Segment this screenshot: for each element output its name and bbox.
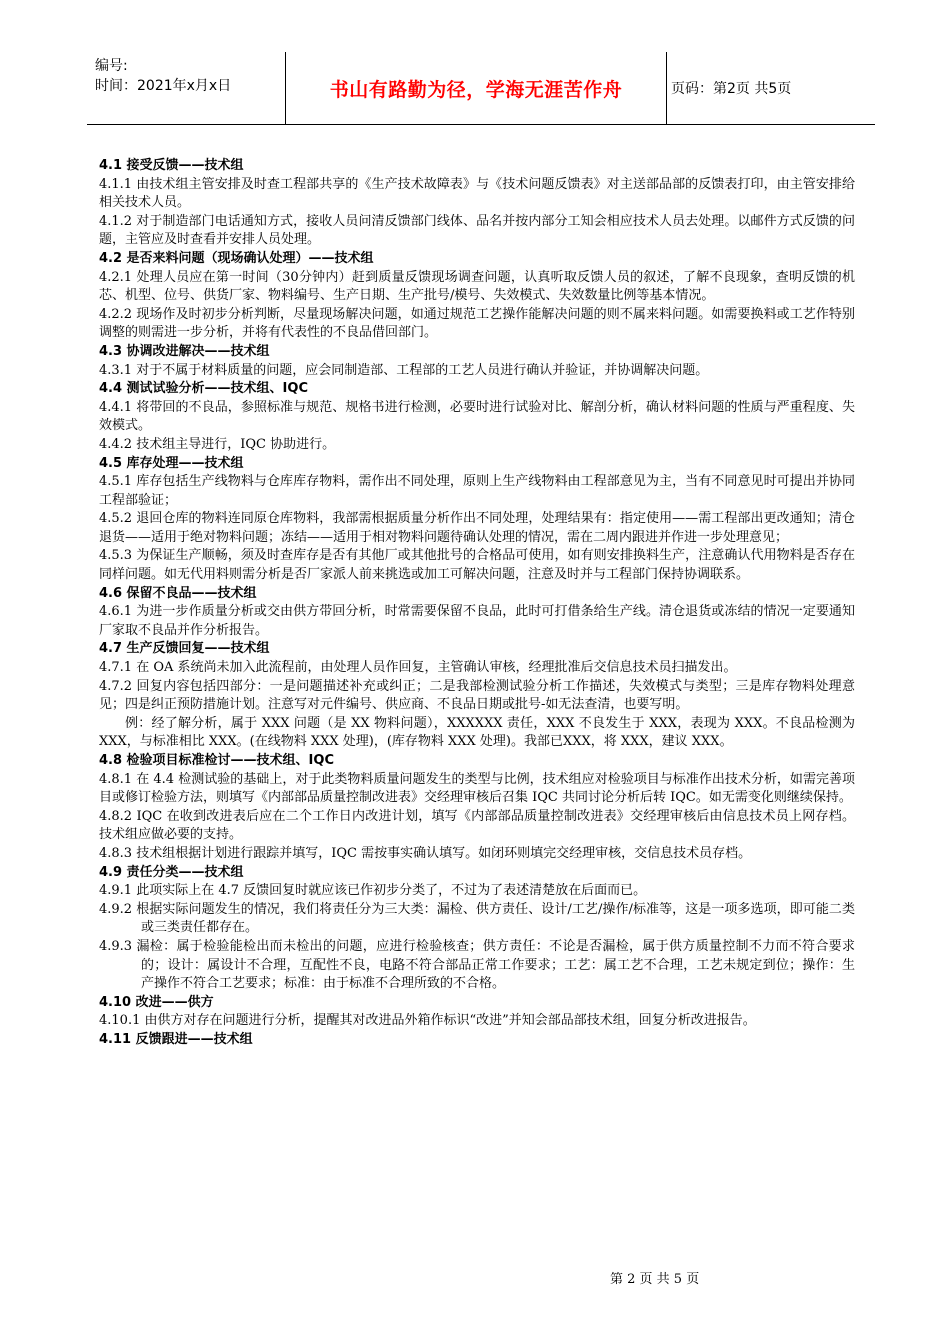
paragraph: 4.4.1 将带回的不良品，参照标准与规范、规格书进行检测，必要时进行试验对比、解剖分析，确认材料问题的性质与严重程度、失效模式。 — [99, 399, 855, 434]
section-heading: 4.6 保留不良品——技术组 — [99, 585, 257, 601]
paragraph: 4.1.2 对于制造部门电话通知方式，接收人员问清反馈部门线体、品名并按内部分工知会相应技术人员去处理。以邮件方式反馈的问题，主管应及时查看并安排人员处理。 — [99, 213, 855, 248]
section-heading: 4.7 生产反馈回复——技术组 — [99, 641, 270, 657]
paragraph: 4.9.3 漏检：属于检验能检出而未检出的问题，应进行检验核查；供方责任：不论是否漏检，属于供方质量控制不力而不符合要求的；设计：属设计不合理，互配性不良，电路不符合部品正常工作要求；工艺：属工艺不合理，工艺未规定到位；操作：生产操作不符合工艺要求；标准：由于标准不合理所致的不合格。 — [99, 938, 855, 992]
section-heading: 4.8 检验项目标准检讨——技术组、IQC — [99, 753, 334, 768]
section-heading: 4.3 协调改进解决——技术组 — [99, 343, 270, 359]
paragraph: 4.8.3 技术组根据计划进行跟踪并填写，IQC 需按事实确认填写。如闭环则填完交经理审核，交信息技术员存档。 — [99, 845, 752, 861]
paragraph: 4.8.2 IQC 在收到改进表后应在二个工作日内改进计划，填写《内部部品质量控制改进表》交经理审核后由信息技术员上网存档。技术组应做必要的支持。 — [99, 808, 855, 843]
section-heading: 4.2 是否来料问题（现场确认处理）——技术组 — [99, 250, 374, 266]
paragraph: 4.5.3 为保证生产顺畅，须及时查库存是否有其他厂或其他批号的合格品可使用，如有则安排换料生产，注意确认代用物料是否存在同样问题。如无代用料则需分析是否厂家派人前来挑选或加工可解决问题，注意及时并与工程部门保持协调联系。 — [99, 548, 855, 583]
section-heading: 4.4 测试试验分析——技术组、IQC — [99, 381, 308, 397]
section-heading: 4.1 接受反馈——技术组 — [99, 158, 244, 173]
header-motto-cell — [285, 52, 667, 124]
paragraph: 4.9.2 根据实际问题发生的情况，我们将责任分为三大类：漏检、供方责任、设计/工艺/操作/标准等，这是一项多选项，即可能二类或三类责任都存在。 — [99, 901, 855, 936]
document-body — [99, 157, 855, 1050]
time-label: 时间：2021年x月x日 — [95, 78, 232, 94]
paragraph: 4.2.1 处理人员应在第一时间（30分钟内）赶到质量反馈现场调查问题，认真听取反馈人员的叙述，了解不良现象，查明反馈的机芯、机型、位号、供货厂家、物料编号、生产日期、生产批号/模号、失效模式、失效数量比例等基本情况。 — [99, 269, 855, 304]
section-heading: 4.9 责任分类——技术组 — [99, 864, 244, 880]
header-page-cell — [671, 52, 791, 124]
motto: 书山有路勤为径，学海无涯苦作舟 — [329, 78, 623, 101]
page-header — [87, 52, 875, 125]
paragraph: 4.7.2 回复内容包括四部分：一是问题描述补充或纠正；二是我部检测试验分析工作描述，失效模式与类型；三是库存物料处理意见；四是纠正预防措施计划。注意写对元件编号、供应商、不良品日期或批号-如无法查清，也要写明。 — [99, 678, 855, 713]
paragraph: 4.5.1 库存包括生产线物料与仓库库存物料，需作出不同处理，原则上生产线物料由工程部意见为主，当有不同意见时可提出并协同工程部验证； — [99, 474, 855, 508]
paragraph: 4.3.1 对于不属于材料质量的问题，应会同制造部、工程部的工艺人员进行确认并验证，并协调解决问题。 — [99, 362, 709, 378]
section-heading: 4.5 库存处理——技术组 — [99, 455, 244, 471]
paragraph: 4.8.1 在 4.4 检测试验的基础上，对于此类物料质量问题发生的类型与比例，技术组应对检验项目与标准作出技术分析，如需完善项目或修订检验方法，则填写《内部部品质量控制改进表》交经理审核后召集 IQC 共同讨论分析后转 IQC。如无需变化则继续保持。 — [99, 771, 855, 806]
example-paragraph: 例：经了解分析，属于 XXX 问题（是 XX 物料问题），XXXXXX 责任，XXX 不良发生于 XXX，表现为 XXX。不良品检测为 XXX，与标准相比 XXX。(在线物料 XXX 处理)，(库存物料 XXX 处理)。我部已XXX，将 XXX，建议 XXX。 — [99, 715, 855, 750]
page-info: 页码：第2页 共5页 — [671, 81, 792, 97]
number-label: 编号: — [95, 58, 128, 74]
paragraph: 4.4.2 技术组主导进行，IQC 协助进行。 — [99, 436, 336, 452]
section-heading: 4.11 反馈跟进——技术组 — [99, 1031, 253, 1047]
page-footer: 第 2 页 共 5 页 — [610, 1272, 700, 1287]
paragraph: 4.2.2 现场作及时初步分析判断，尽量现场解决问题，如通过规范工艺操作能解决问题的则不属来料问题。如需要换料或工艺作特别调整的则需进一步分析，并将有代表性的不良品借回部门。 — [99, 306, 855, 341]
paragraph: 4.6.1 为进一步作质量分析或交由供方带回分析，时常需要保留不良品，此时可打借条给生产线。清仓退货或冻结的情况一定要通知厂家取不良品并作分析报告。 — [99, 604, 855, 638]
header-meta — [95, 56, 231, 96]
paragraph: 4.9.1 此项实际上在 4.7 反馈回复时就应该已作初步分类了，不过为了表述清楚放在后面而已。 — [99, 883, 647, 899]
paragraph: 4.5.2 退回仓库的物料连同原仓库物料，我部需根据质量分析作出不同处理，处理结果有：指定使用——需工程部出更改通知；清仓退货——适用于绝对物料问题；冻结——适用于相对物料问题待确认处理的情况，需在二周内跟进并作进一步处理意见； — [99, 511, 855, 545]
paragraph: 4.10.1 由供方对存在问题进行分析，提醒其对改进品外箱作标识“改进”并知会部品部技术组，回复分析改进报告。 — [99, 1013, 756, 1029]
section-heading: 4.10 改进——供方 — [99, 994, 214, 1010]
paragraph: 4.1.1 由技术组主管安排及时查工程部共享的《生产技术故障表》与《技术问题反馈表》对主送部品部的反馈表打印，由主管安排给相关技术人员。 — [99, 176, 855, 211]
paragraph: 4.7.1 在 OA 系统尚未加入此流程前，由处理人员作回复，主管确认审核，经理批准后交信息技术员扫描发出。 — [99, 660, 737, 676]
